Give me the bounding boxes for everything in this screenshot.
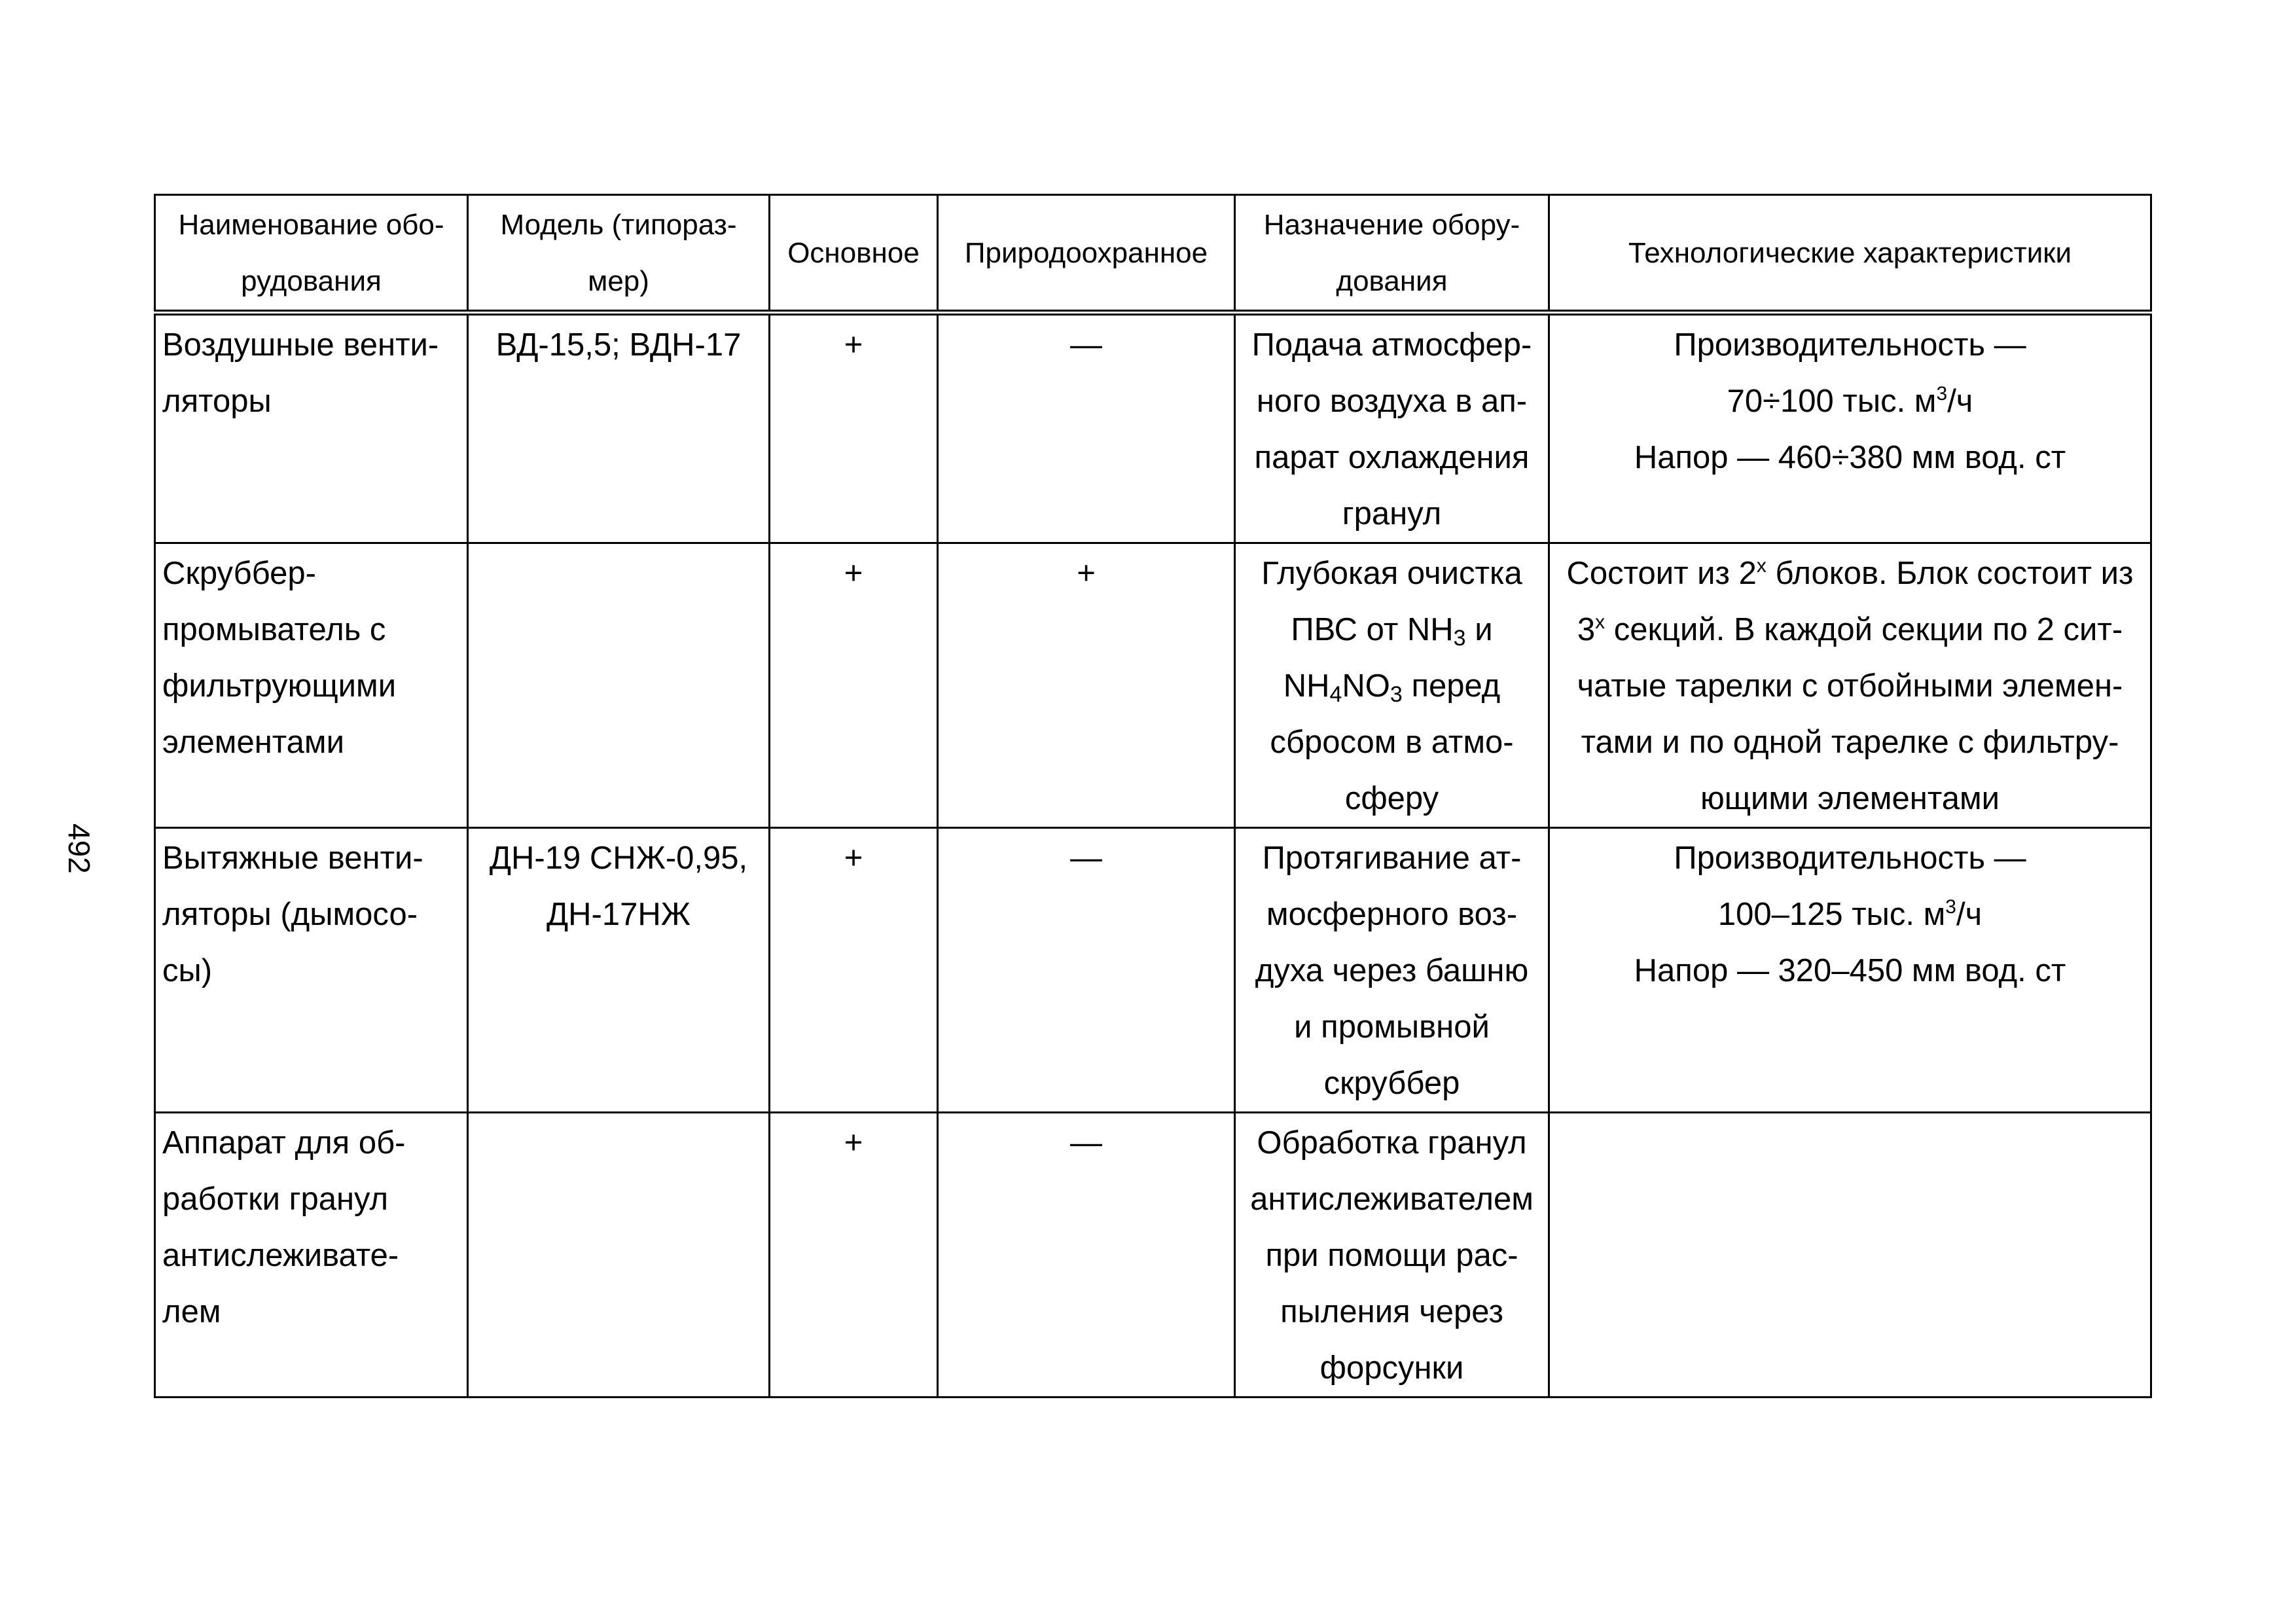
superscript: х: [1756, 555, 1767, 577]
superscript: 3: [1945, 896, 1956, 918]
text-line: элементами: [162, 725, 344, 760]
text-line: [1556, 545, 2144, 602]
text-line: мосферного воз-: [1266, 897, 1518, 932]
cell-model: [468, 543, 770, 828]
main-mark: +: [844, 327, 863, 363]
cell-purpose: [1235, 313, 1549, 543]
eco-mark: —: [1070, 327, 1102, 363]
text-part: 100–125 тыс. м: [1717, 897, 1946, 932]
main-mark: +: [844, 556, 863, 591]
text-part: ПВС от NH: [1291, 612, 1454, 647]
text-line: ляторы: [162, 384, 272, 419]
text-part: /ч: [1956, 897, 1982, 932]
header-tech: [1549, 195, 2151, 313]
table-row: [155, 828, 2151, 1113]
header-purpose-line: дования: [1336, 265, 1448, 297]
eco-mark: —: [1070, 840, 1102, 876]
cell-main: [770, 1113, 938, 1398]
cell-eco: [938, 313, 1235, 543]
text-part: /ч: [1947, 384, 1973, 419]
cell-main: [770, 543, 938, 828]
text-line: ного воздуха в ап-: [1256, 384, 1528, 419]
text-line: сбросом в атмо-: [1270, 725, 1514, 760]
text-line: Производительность —: [1674, 840, 2026, 876]
text-part: NO: [1342, 668, 1390, 704]
text-line: Производительность —: [1674, 327, 2026, 363]
main-mark: +: [844, 1125, 863, 1161]
text-line: Обработка гранул: [1257, 1125, 1527, 1161]
superscript: х: [1595, 611, 1605, 633]
text-line: промыватель с: [162, 612, 386, 647]
text-line: духа через башню: [1255, 953, 1529, 988]
cell-eco: [938, 828, 1235, 1113]
cell-model: [468, 828, 770, 1113]
header-purpose: [1235, 195, 1549, 313]
text-line: работки гранул: [162, 1182, 389, 1217]
text-part: и: [1465, 612, 1493, 647]
header-tech-line: Технологические характеристики: [1628, 237, 2072, 269]
cell-main: [770, 313, 938, 543]
text-part: Состоит из 2: [1566, 556, 1757, 591]
subscript: 4: [1329, 682, 1342, 707]
header-model-line: Модель (типораз-: [500, 209, 737, 241]
text-line: Скруббер-: [162, 556, 316, 591]
header-name-line: рудования: [241, 265, 382, 297]
header-eco: [938, 195, 1235, 313]
page-number: 492: [62, 823, 96, 874]
header-name: [155, 195, 468, 313]
text-part: 3: [1577, 612, 1596, 647]
main-mark: +: [844, 840, 863, 876]
text-line: при помощи рас-: [1265, 1238, 1518, 1273]
header-main: [770, 195, 938, 313]
cell-name: [155, 313, 468, 543]
cell-tech: [1549, 828, 2151, 1113]
text-line: фильтрующими: [162, 668, 397, 704]
text-part: секций. В каждой секции по 2 сит-: [1605, 612, 2123, 647]
text-line: парат охлаждения: [1254, 440, 1530, 475]
cell-purpose: [1235, 828, 1549, 1113]
cell-tech: [1549, 1113, 2151, 1398]
text-line: ляторы (дымосо-: [162, 897, 418, 932]
subscript: 3: [1453, 626, 1466, 651]
cell-purpose: [1235, 1113, 1549, 1398]
superscript: 3: [1936, 383, 1948, 405]
cell-purpose: [1235, 543, 1549, 828]
table-row: [155, 313, 2151, 543]
eco-mark: —: [1070, 1125, 1102, 1161]
text-line: ВД-15,5; ВДН-17: [495, 327, 742, 363]
text-line: [1556, 602, 2144, 658]
text-line: пыления через: [1280, 1294, 1503, 1329]
cell-eco: [938, 543, 1235, 828]
header-main-line: Основное: [787, 237, 920, 269]
text-line: тами и по одной тарелке с фильтру-: [1581, 725, 2119, 760]
text-line: [1556, 886, 2144, 943]
text-line: [1242, 602, 1541, 658]
text-line: скруббер: [1323, 1066, 1460, 1101]
text-line: Глубокая очистка: [1261, 556, 1522, 591]
table-header: [155, 195, 2151, 313]
text-line: лем: [162, 1294, 221, 1329]
text-part: NH: [1283, 668, 1330, 704]
subscript: 3: [1390, 682, 1403, 707]
header-purpose-line: Назначение обору-: [1263, 209, 1520, 241]
header-name-line: Наименование обо-: [178, 209, 444, 241]
text-line: ющими элементами: [1700, 781, 2000, 816]
cell-eco: [938, 1113, 1235, 1398]
text-part: блоков. Блок состоит из: [1766, 556, 2134, 591]
table-row: [155, 1113, 2151, 1398]
text-line: и промывной: [1294, 1009, 1490, 1045]
text-line: Напор — 460÷380 мм вод. ст: [1634, 440, 2066, 475]
cell-main: [770, 828, 938, 1113]
text-line: форсунки: [1319, 1350, 1464, 1386]
text-line: [1242, 658, 1541, 714]
text-line: Напор — 320–450 мм вод. ст: [1634, 953, 2066, 988]
text-line: гранул: [1342, 496, 1442, 532]
text-part: 70÷100 тыс. м: [1727, 384, 1937, 419]
text-line: ДН-17НЖ: [546, 897, 691, 932]
cell-model: [468, 313, 770, 543]
text-line: Подача атмосфер-: [1251, 327, 1532, 363]
text-line: ДН-19 СНЖ-0,95,: [489, 840, 748, 876]
eco-mark: +: [1077, 556, 1096, 591]
table-row: [155, 543, 2151, 828]
text-line: [1556, 373, 2144, 429]
cell-name: [155, 828, 468, 1113]
header-eco-line: Природоохранное: [964, 237, 1208, 269]
text-line: чатые тарелки с отбойными элемен-: [1577, 668, 2123, 704]
text-part: перед: [1402, 668, 1501, 704]
text-line: антислеживате-: [162, 1238, 399, 1273]
text-line: сы): [162, 953, 213, 988]
text-line: Протягивание ат-: [1262, 840, 1522, 876]
cell-name: [155, 1113, 468, 1398]
text-line: Воздушные венти-: [162, 327, 439, 363]
header-model: [468, 195, 770, 313]
text-line: антислеживателем: [1250, 1182, 1534, 1217]
cell-tech: [1549, 543, 2151, 828]
header-model-line: мер): [588, 265, 649, 297]
text-line: Аппарат для об-: [162, 1125, 406, 1161]
cell-model: [468, 1113, 770, 1398]
text-line: сферу: [1344, 781, 1439, 816]
equipment-table: [154, 194, 2152, 1398]
cell-name: [155, 543, 468, 828]
cell-tech: [1549, 313, 2151, 543]
text-line: Вытяжные венти-: [162, 840, 423, 876]
